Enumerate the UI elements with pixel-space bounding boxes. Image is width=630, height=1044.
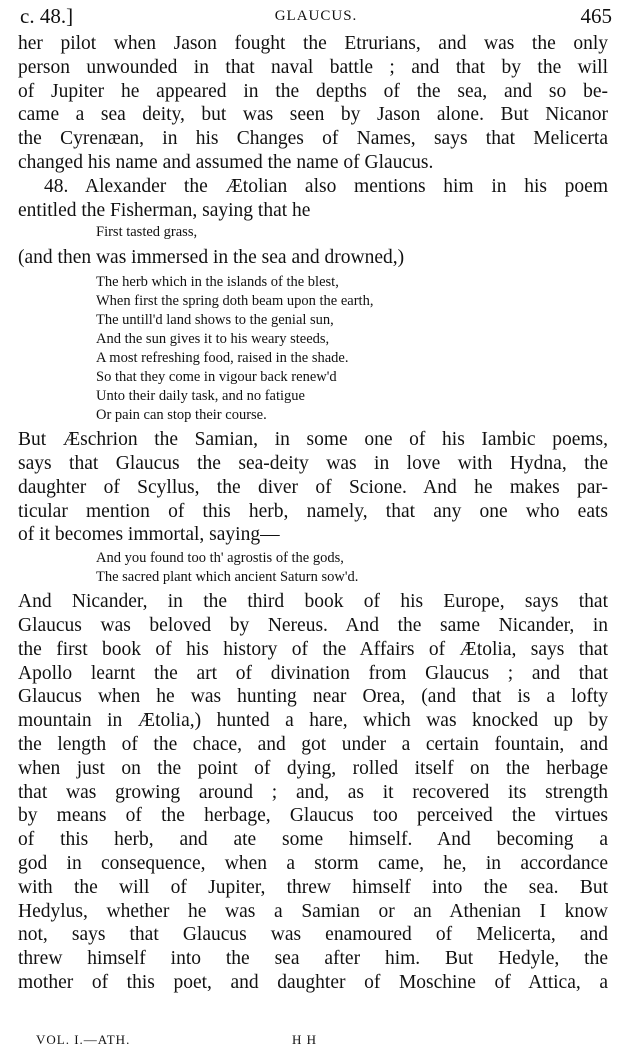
text-line: that was growing around ; and, as it recovered its strength	[18, 781, 608, 803]
running-title: GLAUCUS.	[274, 8, 358, 24]
verse-line: A most refreshing food, raised in the shade.	[96, 350, 349, 367]
text-line: came a sea deity, but was seen by Jason alone. But Nicanor	[18, 104, 608, 126]
signature-mark: H H	[292, 1032, 318, 1044]
text-line: says that Glaucus the sea-deity was in love with Hydna, the	[18, 452, 608, 474]
text-line: by means of the herbage, Glaucus too perceived the virtues	[18, 805, 608, 827]
page-number: 465	[580, 4, 612, 28]
text-line: her pilot when Jason fought the Etrurians, and was the only	[18, 33, 608, 54]
text-line: 48. Alexander the Ætolian also mentions him in his poem	[44, 175, 608, 197]
text-line: Glaucus when he was hunting near Orea, (and that is a lofty	[18, 686, 608, 708]
text-line: mother of this poet, and daughter of Moschine of Attica, a	[18, 971, 608, 993]
verse-quote	[96, 223, 608, 242]
verse-line: The untill'd land shows to the genial sun,	[96, 312, 334, 329]
text-line: person unwounded in that naval battle ; and that by the will	[18, 56, 608, 78]
text-line: Glaucus was beloved by Nereus. And the same Nicander, in	[18, 614, 608, 636]
verse-line: So that they come in vigour back renew'd	[96, 369, 337, 386]
text-line: And Nicander, in the third book of his Europe, says that	[18, 591, 608, 613]
text-line: with the will of Jupiter, threw himself into the sea. But	[18, 876, 608, 898]
verse-line: And you found too th' agrostis of the gods,	[96, 550, 344, 567]
text-line: mountain in Ætolia,) hunted a hare, which was knocked up by	[18, 710, 608, 732]
text-line: the Cyrenæan, in his Changes of Names, says that Melicerta	[18, 128, 608, 150]
section-marker: c. 48.]	[20, 4, 74, 28]
text-line: when just on the point of dying, rolled itself on the herbage	[18, 757, 608, 779]
paragraph-group-d	[18, 590, 608, 995]
running-header	[20, 4, 612, 32]
verse-quote	[96, 549, 608, 587]
verse-line: Or pain can stop their course.	[96, 407, 267, 424]
text-line: ticular mention of this herb, namely, that any one who eats	[18, 500, 608, 522]
text-line: god in consequence, when a storm came, he, in accordance	[18, 852, 608, 874]
text-line: of this herb, and ate some himself. And becoming a	[18, 829, 608, 851]
verse-line: And the sun gives it to his weary steeds,	[96, 331, 330, 348]
text-line: changed his name and assumed the name of Glaucus.	[18, 151, 434, 173]
verse-line: The sacred plant which ancient Saturn sow'd.	[96, 569, 359, 586]
paragraph-group-a	[18, 32, 608, 222]
page-body	[18, 32, 608, 995]
verse-line: When first the spring doth beam upon the earth,	[96, 293, 374, 310]
verse-quote	[96, 273, 608, 425]
text-line: not, says that Glaucus was enamoured of Melicerta, and	[18, 924, 608, 946]
signature-footer	[36, 1032, 590, 1044]
verse-line: Unto their daily task, and no fatigue	[96, 388, 305, 405]
text-line: Hedylus, whether he was a Samian or an Athenian I know	[18, 900, 608, 922]
signature-line: VOL. I.—ATH.	[36, 1032, 131, 1044]
text-line: the first book of his history of the Affairs of Ætolia, says that	[18, 638, 608, 660]
text-line: Apollo learnt the art of divination from Glaucus ; and that	[18, 662, 608, 684]
text-line: But Æschrion the Samian, in some one of his Iambic poems,	[18, 429, 608, 451]
text-line: daughter of Scyllus, the diver of Scione. And he makes par-	[18, 476, 608, 498]
text-line: the length of the chace, and got under a certain fountain, and	[18, 733, 608, 755]
verse-line: The herb which in the islands of the blest,	[96, 274, 339, 291]
text-line: of it becomes immortal, saying—	[18, 524, 280, 546]
verse-line: First tasted grass,	[96, 224, 198, 241]
text-line: threw himself into the sea after him. But Hedyle, the	[18, 948, 608, 970]
text-line: (and then was immersed in the sea and drowned,)	[18, 247, 405, 269]
text-line: of Jupiter he appeared in the depths of the sea, and so be-	[18, 80, 608, 102]
paragraph-group-c	[18, 428, 608, 547]
text-line: entitled the Fisherman, saying that he	[18, 199, 311, 221]
